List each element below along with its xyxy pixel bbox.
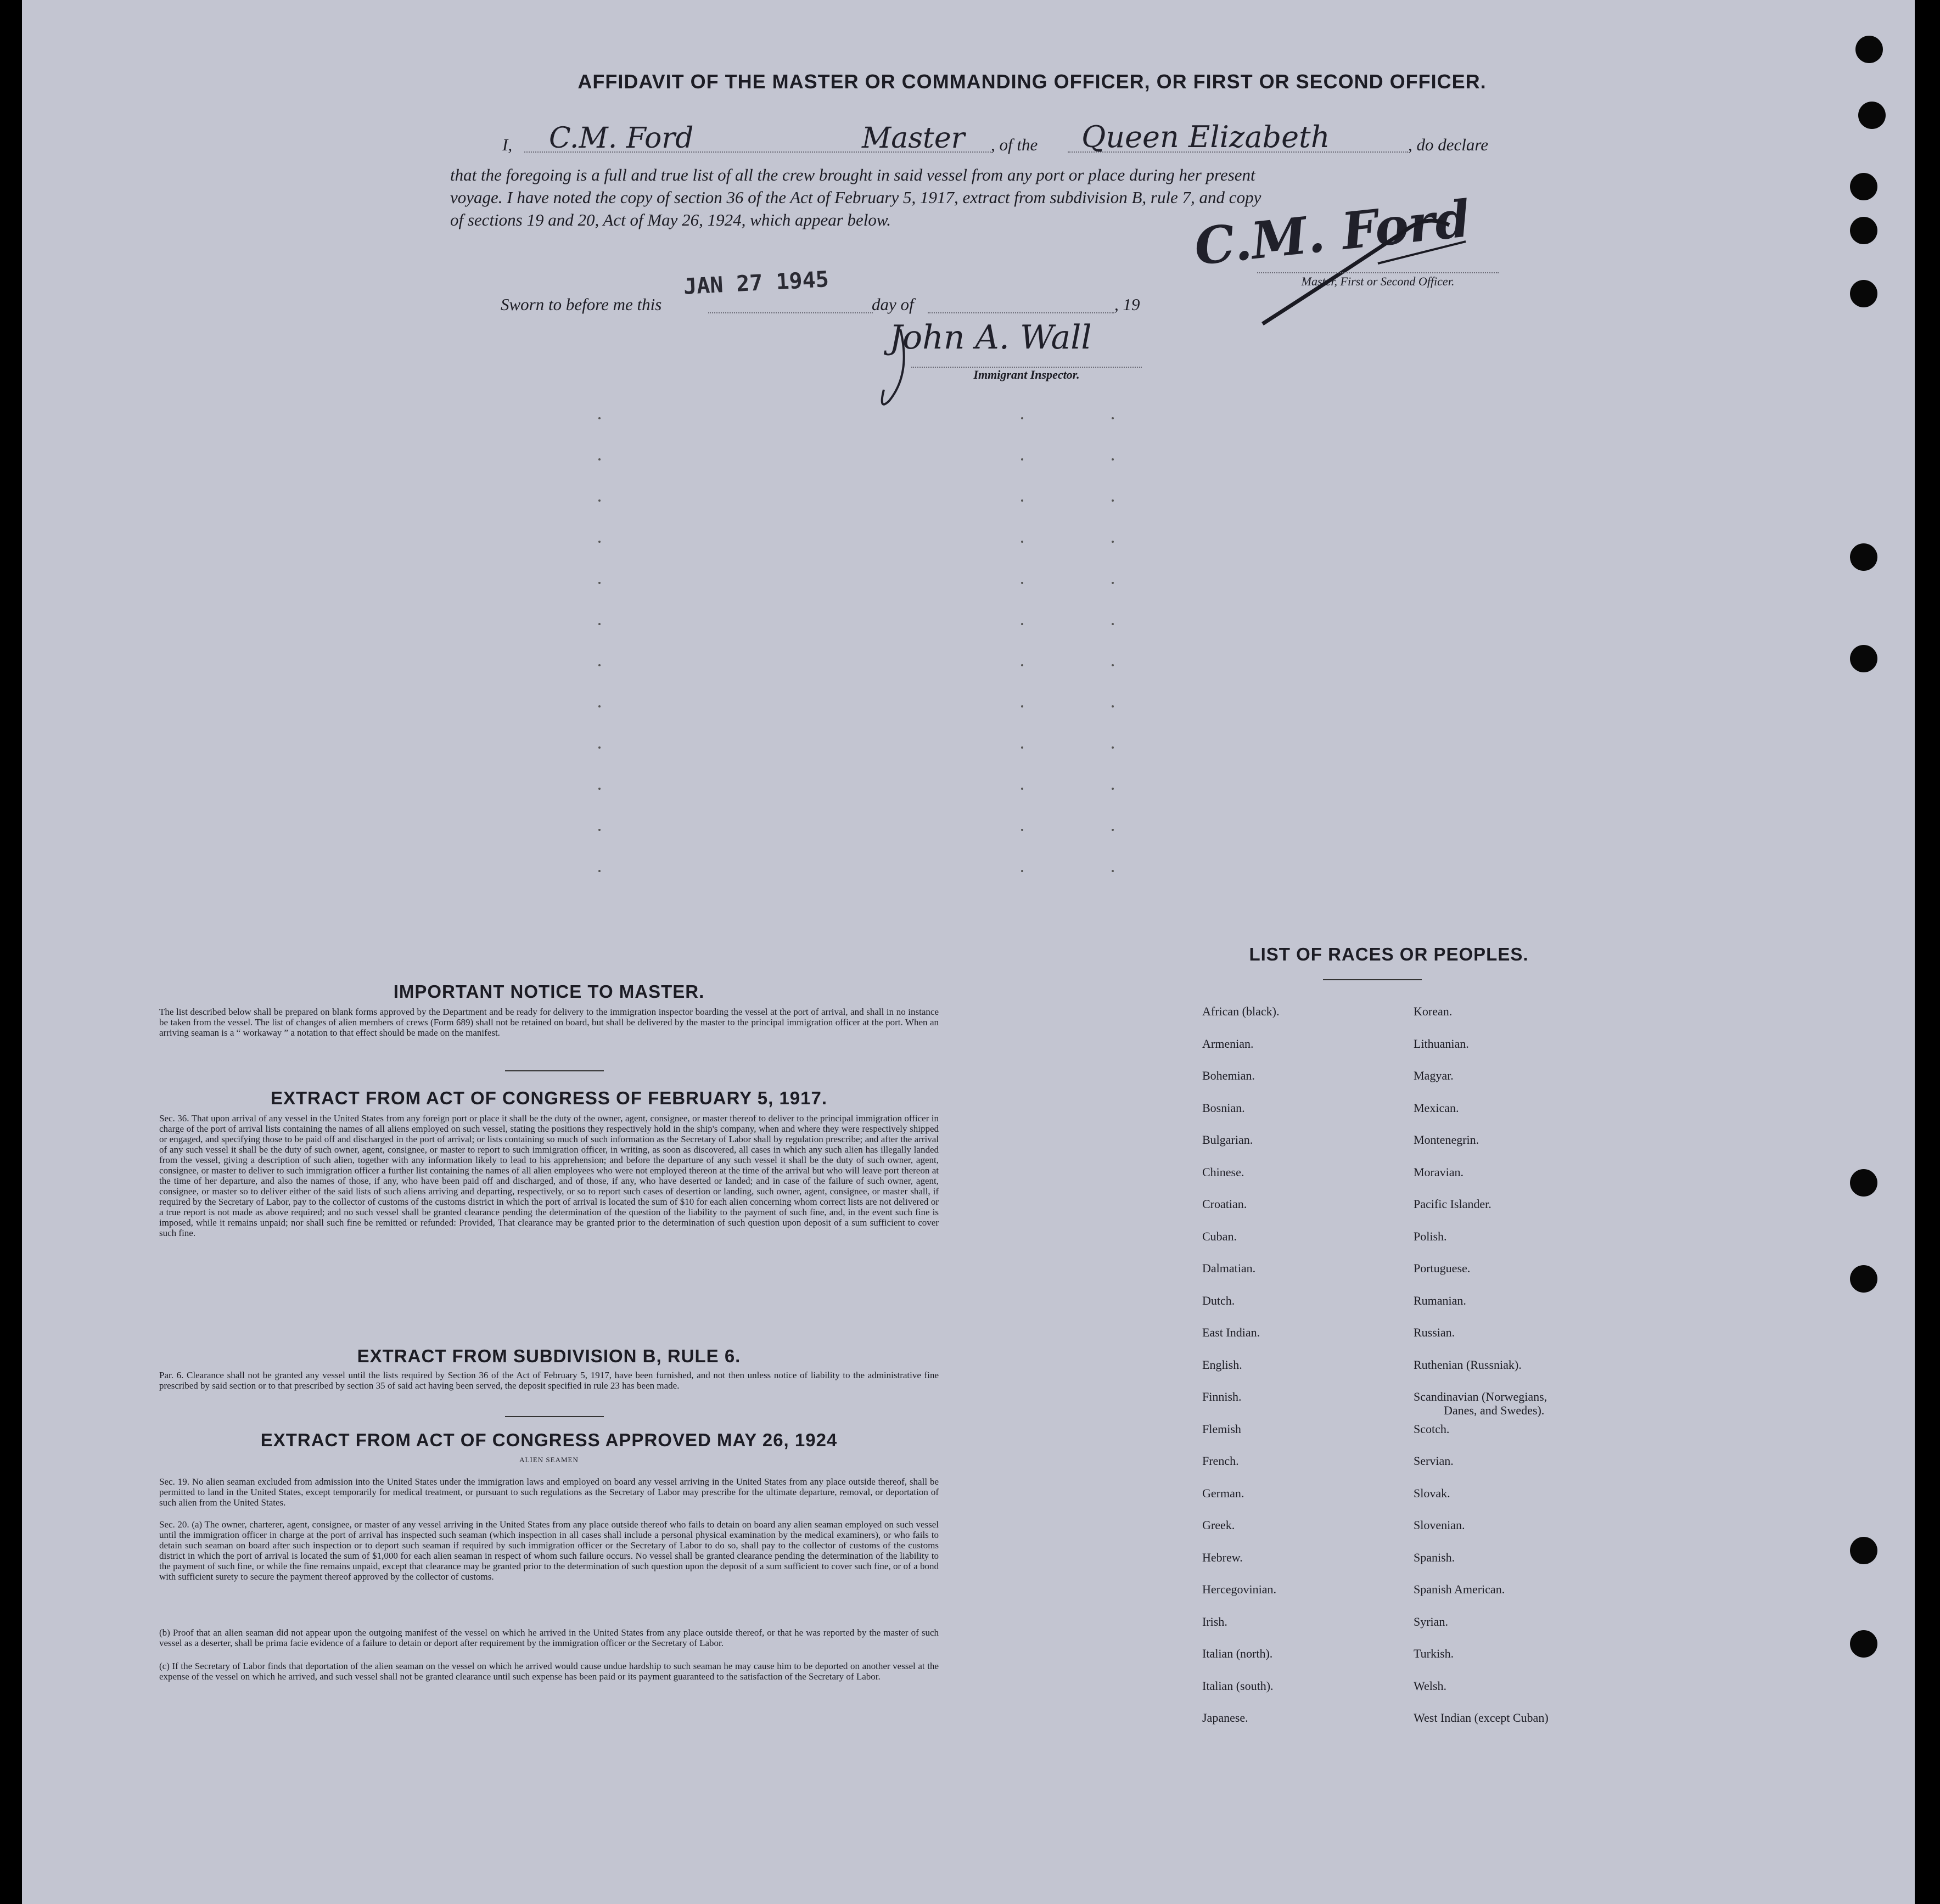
race-item: African (black).	[1202, 1004, 1280, 1018]
declaration-line-3: voyage. I have noted the copy of section 36 of the Act of February 5, 1917, extract from subdivision B, rule 7, and copy	[450, 188, 1261, 207]
punch-hole	[1850, 280, 1877, 307]
punch-hole	[1850, 543, 1877, 571]
race-item: English.	[1202, 1357, 1242, 1372]
i-word: I,	[502, 135, 513, 154]
of-the-text: , of the	[991, 135, 1038, 154]
race-item: Russian.	[1414, 1326, 1455, 1339]
bleed-dot	[1021, 499, 1023, 502]
alien-seamen-subheading: ALIEN SEAMEN	[519, 1456, 579, 1464]
bleed-dot	[598, 705, 601, 707]
race-item: West Indian (except Cuban)	[1414, 1711, 1549, 1725]
race-item: Polish.	[1414, 1229, 1447, 1243]
race-item: Spanish American.	[1414, 1582, 1505, 1596]
bleed-dot	[598, 582, 601, 584]
document-page	[22, 0, 1915, 1904]
date-stamp: JAN 27 1945	[682, 267, 829, 300]
signature-flourish	[1241, 209, 1477, 335]
notice-heading: IMPORTANT NOTICE TO MASTER.	[393, 981, 705, 1002]
race-item: Montenegrin.	[1414, 1133, 1479, 1147]
race-item: Mexican.	[1414, 1100, 1459, 1115]
sec-20b-text: (b) Proof that an alien seaman did not appear upon the outgoing manifest of the vessel on which he arrived in the United States from any place outside thereof, or that he was reported by the master of such vessel as a deserter, shall be prima facie evidence of a failure to detain or deport after requirement by the immigration officer or the Secretary of Labor.	[159, 1627, 939, 1648]
bleed-dot	[1112, 582, 1114, 584]
race-item: Slovenian.	[1414, 1518, 1465, 1532]
race-item: Greek.	[1202, 1518, 1235, 1532]
bleed-dot	[1112, 417, 1114, 419]
extract-1924-heading: EXTRACT FROM ACT OF CONGRESS APPROVED MAY 26, 1924	[260, 1430, 838, 1450]
race-item: Welsh.	[1414, 1678, 1446, 1693]
race-item: German.	[1202, 1486, 1244, 1500]
do-declare-text: , do declare	[1408, 135, 1489, 154]
race-item: Moravian.	[1414, 1165, 1464, 1179]
bleed-dot	[598, 458, 601, 460]
race-item: Dalmatian.	[1202, 1261, 1256, 1275]
bleed-dot	[598, 541, 601, 543]
punch-hole	[1850, 645, 1877, 672]
race-item: Bosnian.	[1202, 1100, 1245, 1115]
race-item: Syrian.	[1414, 1614, 1448, 1628]
race-item: Italian (south).	[1202, 1678, 1274, 1693]
race-item: Spanish.	[1414, 1550, 1455, 1564]
race-item: Rumanian.	[1414, 1293, 1466, 1307]
bleed-dot	[1112, 458, 1114, 460]
race-item: Bulgarian.	[1202, 1133, 1253, 1147]
declaration-line-2: that the foregoing is a full and true list of all the crew brought in said vessel from any port or place during her present	[450, 165, 1255, 184]
bleed-dot	[1112, 870, 1114, 872]
inspector-signature: John A. Wall	[889, 318, 1092, 357]
bleed-dot	[1021, 541, 1023, 543]
bleed-dot	[598, 623, 601, 625]
races-heading: LIST OF RACES OR PEOPLES.	[1249, 944, 1529, 964]
race-item: Slovak.	[1414, 1486, 1450, 1500]
bleed-dot	[1021, 664, 1023, 666]
bleed-dot	[1021, 870, 1023, 872]
bleed-dot	[1021, 705, 1023, 707]
bleed-dot	[1112, 788, 1114, 790]
race-item: Italian (north).	[1202, 1647, 1273, 1660]
rule-6-heading: EXTRACT FROM SUBDIVISION B, RULE 6.	[357, 1346, 741, 1366]
race-item: Portuguese.	[1414, 1261, 1471, 1275]
bleed-dot	[598, 870, 601, 872]
extract-1917-text: Sec. 36. That upon arrival of any vessel in the United States from any foreign port or place it shall be the duty of the owner, agent, consignee, or master thereof to deliver to the principal immigration officer in charge of the port of arrival lists containing the names of all aliens employed on such vessel, stating the positions they respectively hold in the ship's company, when and where they were respectively shipped or engaged, and specifying those to be paid off and discharged in the port of arrival; or lists containing so much of such information as the Secretary of Labor shall by regulation prescribe; and after the arrival of any such vessel it shall be the duty of such owner, agent, consignee, or master to report to such immigration officer, in writing, as soon as discovered, all cases in which any such alien has illegally landed from the vessel, giving a description of such alien, together with any information likely to lead to his apprehension; and before the departure of any such vessel it shall be the duty of such owner, agent, consignee, or master to deliver to such immigration officer a further list containing the names of all alien employees who were not employed thereon at the time of the arrival but who will leave port thereon at the time of her departure, and also the names of those, if any, who have been paid off and discharged, and of those, if any, who have deserted or landed; and in case of the failure of such owner, agent, consignee, or master so to deliver either of the said lists of such aliens arriving and departing, respectively, or so to report such cases of desertion or landing, such owner, agent, consignee, or master shall, if required by the Secretary of Labor, pay to the collector of customs of the customs district in which the port of arrival is located the sum of $10 for each alien concerning whom correct lists are not delivered or a true report is not made as above required; and no such vessel shall be granted clearance pending the determination of the question of the liability to the payment of such fine, and, in the event such fine is imposed, while it remains unpaid; nor shall such fine be remitted or refunded: Provided, That clearance may be granted prior to the determination of such question upon deposit of a sum sufficient to cover such fine.	[159, 1113, 939, 1238]
bleed-dot	[598, 499, 601, 502]
year-prefix: , 19	[1114, 295, 1140, 314]
notice-text: The list described below shall be prepared on blank forms approved by the Department and be ready for delivery to the immigration inspector boarding the vessel at the port of arrival, and shall in no instance be taken from the vessel. The list of changes of alien members of crews (Form 689) shall not be retained on board, but shall be delivered by the master to the principal immigration officer at the port. When an arriving seaman is a “ workaway ” a notation to that effect should be made on the manifest.	[159, 1007, 939, 1038]
race-item: Japanese.	[1202, 1711, 1248, 1725]
master-signature: C.M. Ford	[1191, 188, 1473, 277]
race-item: Irish.	[1202, 1614, 1227, 1628]
bleed-dot	[598, 746, 601, 749]
race-item: Hercegovinian.	[1202, 1582, 1276, 1596]
divider-2	[505, 1416, 604, 1417]
race-item: Korean.	[1414, 1004, 1453, 1018]
bleed-dot	[1112, 664, 1114, 666]
race-item: Ruthenian (Russniak).	[1414, 1357, 1522, 1372]
sec-19-text: Sec. 19. No alien seaman excluded from admission into the United States under the immigration laws and employed on board any vessel arriving in the United States from any place outside thereof, shall be permitted to land in the United States, except temporarily for medical treatment, or pursuant to such regulations as the Secretary of Labor may prescribe for the ultimate departure, removal, or deportation of such alien from the United States.	[159, 1476, 939, 1508]
bleed-dot	[1021, 788, 1023, 790]
race-item: Dutch.	[1202, 1293, 1235, 1307]
race-item: Magyar.	[1414, 1069, 1454, 1082]
race-item: Chinese.	[1202, 1165, 1244, 1179]
signature-rule	[1257, 272, 1499, 273]
bleed-dot	[1112, 541, 1114, 543]
bleed-dot	[1112, 623, 1114, 625]
punch-hole	[1850, 1265, 1877, 1293]
race-item: French.	[1202, 1454, 1239, 1468]
day-of-text: day of	[872, 295, 914, 314]
bleed-dot	[1021, 623, 1023, 625]
race-item: Hebrew.	[1202, 1550, 1243, 1564]
punch-hole	[1850, 1630, 1877, 1658]
race-item: Turkish.	[1414, 1647, 1454, 1660]
race-item: Bohemian.	[1202, 1069, 1255, 1082]
punch-hole	[1850, 1169, 1877, 1197]
bleed-dot	[1112, 746, 1114, 749]
sec-20a-text: Sec. 20. (a) The owner, charterer, agent, consignee, or master of any vessel arriving in the United States from any place outside thereof who fails to detain on board any alien seaman employed on such vessel until the immigration officer in charge at the port of arrival has inspected such seaman (which inspection in all cases shall include a personal physical examination by the medical examiners), or who fails to detain such seaman on board after such inspection or to deport such seaman if required by such immigration officer or the Secretary of Labor to do so, shall pay to the collector of customs of the customs district in which the port of arrival is located the sum of $1,000 for each alien seaman in respect of whom such failure occurs. No vessel shall be granted clearance pending the determination of the liability to the payment of such fine, or while the fine remains unpaid, except that clearance may be granted prior to the determination of such question upon the deposit of a sum sufficient to cover such fine, or of a bond with sufficient surety to secure the payment thereof approved by the collector of customs.	[159, 1519, 939, 1582]
race-item: Cuban.	[1202, 1229, 1237, 1243]
declaration-line-4: of sections 19 and 20, Act of May 26, 1924, which appear below.	[450, 210, 891, 229]
punch-hole	[1855, 36, 1883, 63]
bleed-dot	[1021, 582, 1023, 584]
month-rule	[928, 294, 1114, 313]
punch-hole	[1850, 1537, 1877, 1564]
punch-hole	[1850, 173, 1877, 200]
bleed-dot	[598, 788, 601, 790]
race-item: Finnish.	[1202, 1390, 1242, 1403]
sec-20c-text: (c) If the Secretary of Labor finds that deportation of the alien seaman on the vessel on which he arrived would cause undue hardship to such seaman he may cause him to be deported on another vessel at the expense of the vessel on which he arrived, and such vessel shall not be granted clearance until such expense has been paid or its payment guaranteed to the satisfaction of the Secretary of Labor.	[159, 1661, 939, 1682]
bleed-dot	[1021, 746, 1023, 749]
sworn-text: Sworn to before me this	[501, 295, 662, 314]
bleed-dot	[598, 417, 601, 419]
race-item: Servian.	[1414, 1454, 1454, 1468]
divider-1	[505, 1070, 604, 1071]
bleed-dot	[1112, 705, 1114, 707]
race-item: Flemish	[1202, 1422, 1241, 1436]
race-item: Armenian.	[1202, 1036, 1254, 1051]
rule-6-text: Par. 6. Clearance shall not be granted any vessel until the lists required by Section 36 of the Act of February 5, 1917, have been furnished, and not then unless notice of liability to the administrative fine prescribed by said section or to that prescribed by section 35 of said act having been served, the deposit specified in rule 23 has been made.	[159, 1370, 939, 1391]
bleed-dot	[1021, 829, 1023, 831]
signature-caption: Master, First or Second Officer.	[1301, 274, 1455, 288]
bleed-dot	[598, 829, 601, 831]
vessel-name-handwritten: Queen Elizabeth	[1081, 120, 1330, 154]
affidavit-heading: AFFIDAVIT OF THE MASTER OR COMMANDING OFFICER, OR FIRST OR SECOND OFFICER.	[577, 70, 1487, 93]
race-item: Pacific Islander.	[1414, 1197, 1492, 1211]
bleed-dot	[1112, 829, 1114, 831]
extract-1917-heading: EXTRACT FROM ACT OF CONGRESS OF FEBRUARY 5, 1917.	[270, 1088, 828, 1108]
bleed-dot	[1021, 417, 1023, 419]
rank-handwritten: Master	[862, 122, 965, 155]
scandinavian-continuation: Danes, and Swedes).	[1444, 1403, 1545, 1417]
inspector-caption: Immigrant Inspector.	[973, 368, 1080, 381]
race-item: Lithuanian.	[1414, 1036, 1469, 1051]
races-divider	[1323, 979, 1422, 980]
race-item: Scotch.	[1414, 1422, 1450, 1436]
punch-hole	[1858, 102, 1886, 129]
bleed-dot	[598, 664, 601, 666]
master-name-handwritten: C.M. Ford	[549, 122, 694, 155]
bleed-dot	[1112, 499, 1114, 502]
punch-hole	[1850, 217, 1877, 244]
race-item: East Indian.	[1202, 1326, 1260, 1339]
race-item: Croatian.	[1202, 1197, 1247, 1211]
bleed-dot	[1021, 458, 1023, 460]
race-item: Scandinavian (Norwegians,	[1414, 1390, 1547, 1403]
